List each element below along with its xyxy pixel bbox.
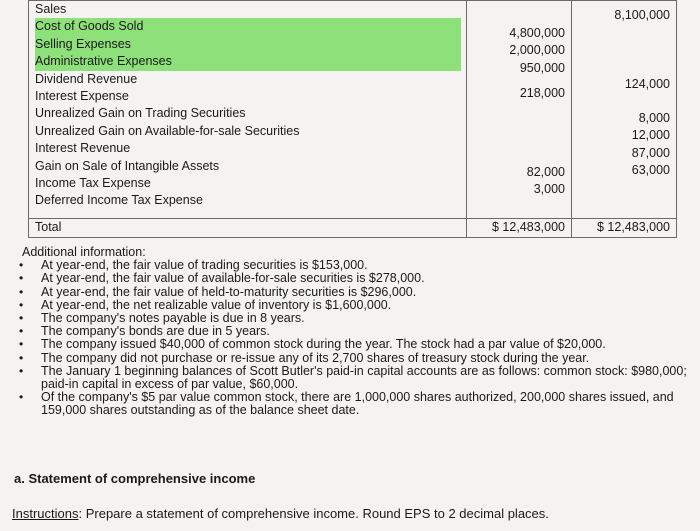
info-list	[19, 258, 690, 418]
debit-amount: 950,000	[519, 60, 565, 75]
instructions-text: : Prepare a statement of comprehensive income. Round EPS to 2 decimal places.	[78, 506, 549, 521]
info-item-text: At year-end, the fair value of trading securities is $153,000.	[41, 258, 368, 273]
credit-amount: 124,000	[624, 77, 670, 92]
info-item-text: The company's bonds are due in 5 years.	[41, 324, 270, 339]
account-label: Interest Revenue	[35, 141, 131, 156]
accounts-row	[29, 1, 677, 219]
instructions-label: Instructions	[12, 506, 79, 521]
account-label: Deferred Income Tax Expense	[35, 193, 203, 208]
bullet-icon: •	[19, 271, 24, 286]
info-item-text: The company did not purchase or re-issue any of its 2,700 shares of treasury stock during the year.	[41, 350, 590, 365]
bullet-icon: •	[19, 297, 24, 312]
info-item	[19, 390, 690, 418]
debit-amount: 218,000	[519, 86, 565, 101]
bullet-icon: •	[19, 390, 24, 405]
section-title: a. Statement of comprehensive income	[14, 471, 256, 486]
info-item-text: The January 1 beginning balances of Scott Butler's paid-in capital accounts are as follows: common stock: $980,000; paid-in capital in excess of par value, $60,000.	[41, 363, 687, 392]
trial-balance-table	[28, 0, 677, 238]
account-label: Cost of Goods Sold	[35, 18, 461, 35]
account-label: Dividend Revenue	[35, 71, 138, 86]
bullet-icon: •	[19, 350, 24, 365]
bullet-icon: •	[19, 324, 24, 339]
account-labels-cell	[29, 1, 467, 219]
account-label: Gain on Sale of Intangible Assets	[35, 158, 220, 173]
debit-amount: 4,800,000	[509, 26, 565, 40]
info-item-text: At year-end, the fair value of available-for-sale securities is $278,000.	[41, 271, 425, 286]
info-item-text: At year-end, the fair value of held-to-maturity securities is $296,000.	[41, 284, 417, 299]
total-row	[29, 218, 677, 237]
debit-amount: 3,000	[533, 182, 565, 197]
debit-column	[467, 1, 572, 219]
info-item	[19, 363, 690, 392]
credit-amount: 12,000	[631, 128, 670, 143]
info-item-text: The company issued $40,000 of common stock during the year. The stock had a par value of $20,000.	[41, 337, 606, 352]
debit-amount: 82,000	[526, 164, 565, 179]
bullet-icon: •	[19, 284, 24, 299]
account-label: Interest Expense	[35, 89, 129, 104]
info-item-text: Of the company's $5 par value common stock, there are 1,000,000 shares authorized, 200,000 shares issued, and 159,000 shares outstanding as of the balance sheet date.	[41, 390, 674, 418]
bullet-icon: •	[19, 311, 24, 326]
instructions	[12, 506, 549, 521]
bullet-icon: •	[19, 363, 24, 378]
credit-amount: 8,100,000	[614, 8, 670, 22]
credit-column	[572, 1, 677, 219]
credit-amount: 63,000	[631, 163, 670, 178]
account-label: Unrealized Gain on Trading Securities	[35, 106, 246, 121]
bullet-icon: •	[19, 258, 24, 273]
total-label: Total	[29, 218, 467, 237]
additional-information	[19, 245, 690, 418]
info-heading: Additional information:	[22, 245, 146, 259]
account-label: Administrative Expenses	[35, 53, 461, 70]
credit-amount: 8,000	[638, 110, 670, 125]
account-label: Income Tax Expense	[35, 176, 151, 191]
account-label: Sales	[35, 2, 67, 16]
credit-amount: 87,000	[631, 145, 670, 160]
bullet-icon: •	[19, 337, 24, 352]
account-label: Unrealized Gain on Available-for-sale Securities	[35, 123, 300, 138]
debit-total: $ 12,483,000	[467, 218, 572, 237]
info-item-text: At year-end, the net realizable value of inventory is $1,600,000.	[41, 297, 392, 312]
debit-amount: 2,000,000	[509, 43, 565, 58]
credit-total: $ 12,483,000	[572, 218, 677, 237]
info-item-text: The company's notes payable is due in 8 years.	[41, 311, 305, 326]
account-label: Selling Expenses	[35, 36, 461, 53]
